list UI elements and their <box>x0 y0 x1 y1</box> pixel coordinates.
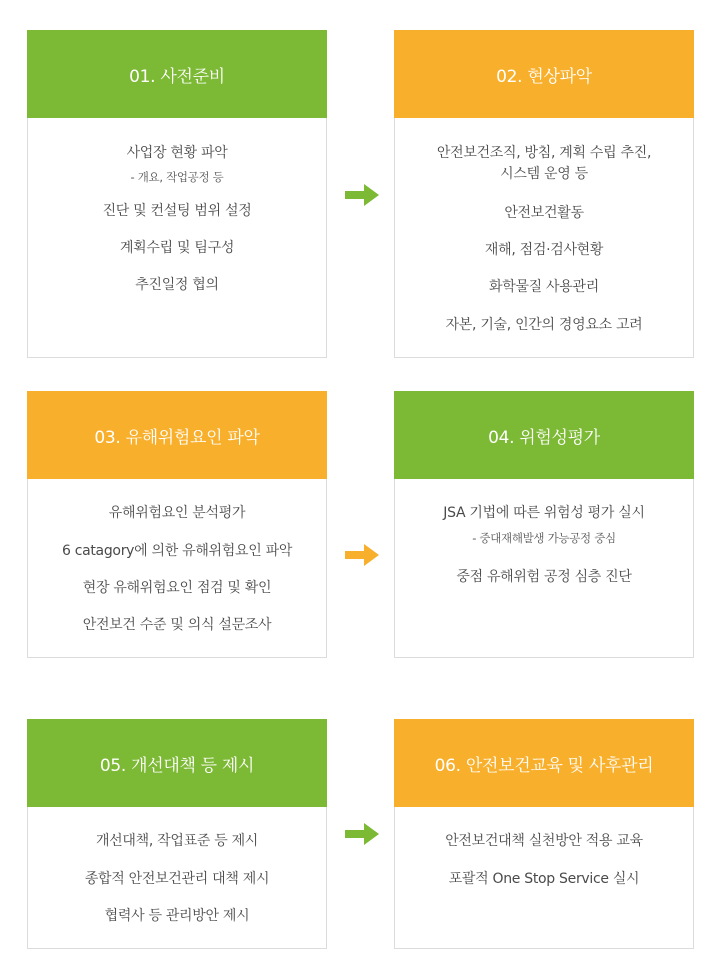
step-header-01: 01. 사전준비 <box>27 30 327 118</box>
step-card-04 <box>394 391 694 658</box>
step-item: 협력사 등 관리방안 제시 <box>104 908 250 924</box>
step-item: 자본, 기술, 인간의 경영요소 고려 <box>445 317 643 333</box>
step-item: 추진일정 협의 <box>135 277 219 293</box>
arrow-right-icon <box>345 544 379 566</box>
step-header-03: 03. 유해위험요인 파악 <box>27 391 327 479</box>
step-card-05 <box>27 719 327 949</box>
step-item: 계획수립 및 팀구성 <box>119 240 235 256</box>
step-item: 안전보건조직, 방침, 계획 수립 추진, <box>436 145 652 161</box>
step-item: 현장 유해위험요인 점검 및 확인 <box>82 580 272 596</box>
step-card-03 <box>27 391 327 658</box>
step-item: 포괄적 One Stop Service 실시 <box>448 871 640 887</box>
step-item: 6 catagory에 의한 유해위험요인 파악 <box>61 543 293 559</box>
step-card-02 <box>394 30 694 358</box>
step-header-06: 06. 안전보건교육 및 사후관리 <box>394 719 694 807</box>
step-item: 시스템 운영 등 <box>500 166 588 182</box>
step-subitem: - 중대재해발생 가능공정 중심 <box>472 531 616 545</box>
step-item: 유해위험요인 분석평가 <box>108 505 246 521</box>
step-item: 개선대책, 작업표준 등 제시 <box>95 833 259 849</box>
step-item: 안전보건활동 <box>504 205 584 221</box>
step-item: 안전보건대책 실천방안 적용 교육 <box>445 833 643 849</box>
step-header-04: 04. 위험성평가 <box>394 391 694 479</box>
step-item: 진단 및 컨설팅 범위 설정 <box>102 203 252 219</box>
step-item: 중점 유해위험 공정 심층 진단 <box>456 569 632 585</box>
arrow-right-icon <box>345 184 379 206</box>
step-item: 종합적 안전보건관리 대책 제시 <box>84 871 270 887</box>
step-item: 화학물질 사용관리 <box>489 279 599 295</box>
step-header-05: 05. 개선대책 등 제시 <box>27 719 327 807</box>
arrow-right-icon <box>345 823 379 845</box>
step-item: 사업장 현황 파악 <box>126 145 228 161</box>
step-card-01 <box>27 30 327 358</box>
step-item: 안전보건 수준 및 의식 설문조사 <box>82 617 272 633</box>
step-subitem: - 개요, 작업공정 등 <box>130 170 224 184</box>
step-card-06 <box>394 719 694 949</box>
step-item: JSA 기법에 따른 위험성 평가 실시 <box>443 505 645 521</box>
step-header-02: 02. 현상파악 <box>394 30 694 118</box>
step-item: 재해, 점검·검사현황 <box>484 242 604 258</box>
